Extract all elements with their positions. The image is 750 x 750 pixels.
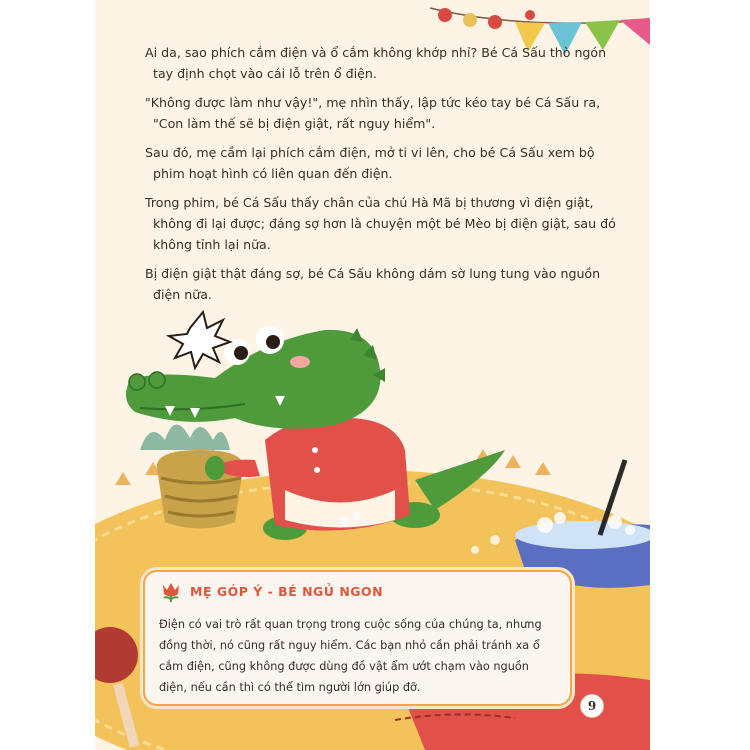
tip-box xyxy=(143,570,572,706)
page-number: 9 xyxy=(580,694,604,718)
story-paragraph: "Không được làm như vậy!", mẹ nhìn thấy, lập tức kéo tay bé Cá Sấu ra, "Con làm thế sẽ bị điện giật, rất nguy hiểm". xyxy=(145,95,601,131)
story-paragraph: Bị điện giật thật đáng sợ, bé Cá Sấu không dám sờ lung tung vào nguồn điện nữa. xyxy=(145,266,601,302)
tulip-icon xyxy=(159,581,183,603)
story-paragraph: Ai da, sao phích cắm điện và ổ cắm không khớp nhỉ? Bé Cá Sấu thò ngón tay định chọt vào cái lỗ trên ổ điện. xyxy=(145,45,607,81)
story-paragraph: Trong phim, bé Cá Sấu thấy chân của chú Hà Mã bị thương vì điện giật, không đi lại được; đáng sợ hơn là chuyện một bé Mèo bị điện giật, sau đó không tỉnh lại nữa. xyxy=(145,195,616,252)
exclamation-burst xyxy=(169,312,230,368)
story-text xyxy=(145,42,630,313)
tip-body: Điện có vai trò rất quan trọng trong cuộc sống của chúng ta, nhưng đồng thời, nó cũng rất nguy hiểm. Các bạn nhỏ cần phải tránh xa ổ cắm điện, cũng không được dùng đồ vật ẩm ướt chạm vào nguồn điện, nếu cần thì có thể tìm người lớn giúp đỡ. xyxy=(159,618,542,694)
tip-title: MẸ GÓP Ý - BÉ NGỦ NGON xyxy=(190,584,384,599)
story-paragraph: Sau đó, mẹ cầm lại phích cắm điện, mở ti vi lên, cho bé Cá Sấu xem bộ phim hoạt hình có liên quan đến điện. xyxy=(145,145,595,181)
